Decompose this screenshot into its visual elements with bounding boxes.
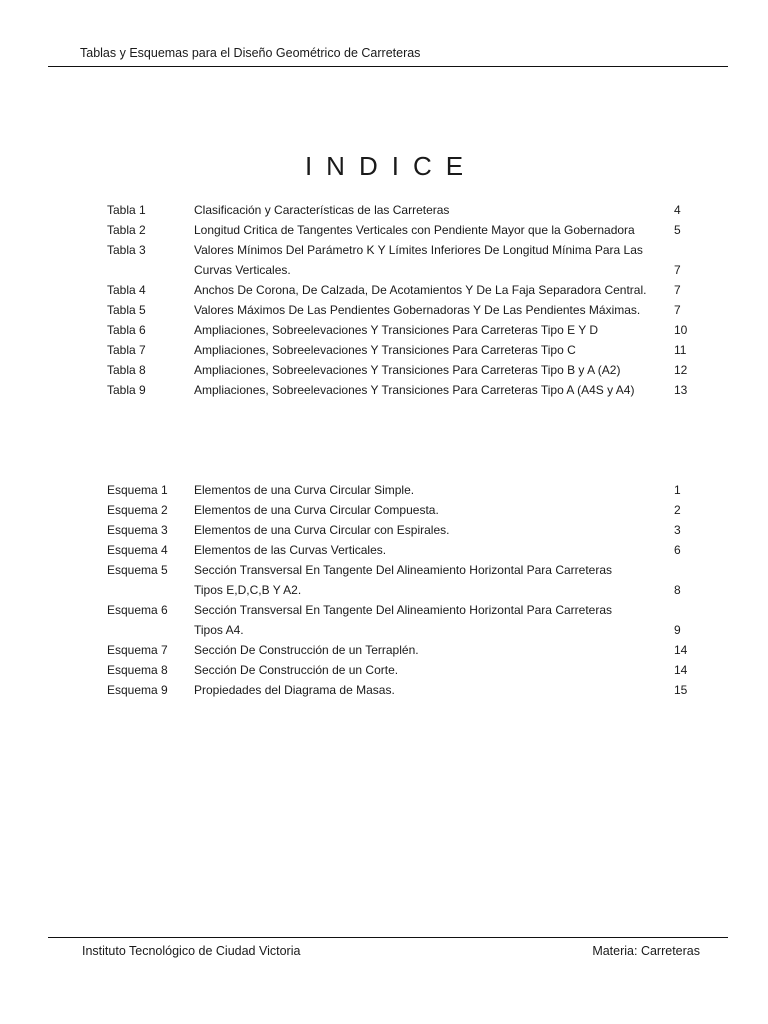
scheme-entry-description xyxy=(194,540,664,560)
scheme-entry-description xyxy=(194,560,664,600)
table-entry-description-line: Valores Mínimos Del Parámetro K Y Límites Inferiores De Longitud Mínima Para Las xyxy=(194,243,643,257)
scheme-entry xyxy=(0,600,768,640)
table-entry-description xyxy=(194,380,664,400)
table-entry xyxy=(0,280,768,300)
table-entry xyxy=(0,320,768,340)
scheme-entry-description-line: Elementos de las Curvas Verticales. xyxy=(194,543,387,557)
footer-institution: Instituto Tecnológico de Ciudad Victoria xyxy=(82,944,301,958)
table-entry-label: Tabla 6 xyxy=(107,323,146,337)
page-title: INDICE xyxy=(304,151,478,182)
table-entry-description-line: Ampliaciones, Sobreelevaciones Y Transiciones Para Carreteras Tipo A (A4S y A4) xyxy=(194,383,635,397)
scheme-entry-label: Esquema 9 xyxy=(107,683,168,697)
scheme-entry-description-line: Sección De Construcción de un Terraplén. xyxy=(194,643,419,657)
scheme-entry-label: Esquema 7 xyxy=(107,643,168,657)
table-entry xyxy=(0,380,768,400)
table-entry xyxy=(0,360,768,380)
table-entry-description-line: Clasificación y Características de las Carreteras xyxy=(194,203,450,217)
scheme-entry-description-line: Elementos de una Curva Circular Compuesta. xyxy=(194,503,439,517)
scheme-entry-page-number: 14 xyxy=(674,643,688,657)
scheme-entry xyxy=(0,660,768,680)
scheme-entry xyxy=(0,540,768,560)
scheme-entry-description-line: Tipos A4. xyxy=(194,623,244,637)
scheme-entry xyxy=(0,560,768,600)
table-entry-description-line: Valores Máximos De Las Pendientes Gobernadoras Y De Las Pendientes Máximas. xyxy=(194,303,641,317)
table-entry-label: Tabla 2 xyxy=(107,223,146,237)
table-entry-description xyxy=(194,240,664,280)
scheme-entry-description xyxy=(194,660,664,680)
footer-divider xyxy=(48,937,728,938)
scheme-entry-label: Esquema 8 xyxy=(107,663,168,677)
scheme-entry-label: Esquema 3 xyxy=(107,523,168,537)
scheme-entry xyxy=(0,500,768,520)
table-entry-label: Tabla 8 xyxy=(107,363,146,377)
scheme-entry-label: Esquema 2 xyxy=(107,503,168,517)
table-entry-description xyxy=(194,300,664,320)
scheme-entry-description-line: Tipos E,D,C,B Y A2. xyxy=(194,583,302,597)
scheme-entry-description xyxy=(194,520,664,540)
page-header: Tablas y Esquemas para el Diseño Geométrico de Carreteras xyxy=(80,46,421,60)
scheme-entry-page-number: 8 xyxy=(674,583,681,597)
table-entry xyxy=(0,340,768,360)
table-entry xyxy=(0,240,768,280)
scheme-entry-label: Esquema 1 xyxy=(107,483,168,497)
header-divider xyxy=(48,66,728,67)
scheme-entry-description-line: Elementos de una Curva Circular Simple. xyxy=(194,483,415,497)
scheme-entry-description xyxy=(194,680,664,700)
table-entry-description xyxy=(194,200,664,220)
table-entry-page-number: 7 xyxy=(674,263,681,277)
scheme-entry-page-number: 1 xyxy=(674,483,681,497)
scheme-entry-description-line: Sección Transversal En Tangente Del Alineamiento Horizontal Para Carreteras xyxy=(194,603,612,617)
table-entry xyxy=(0,300,768,320)
table-entry-description-line: Ampliaciones, Sobreelevaciones Y Transiciones Para Carreteras Tipo C xyxy=(194,343,576,357)
scheme-entry-label: Esquema 5 xyxy=(107,563,168,577)
scheme-entry-page-number: 6 xyxy=(674,543,681,557)
table-entry-description-line: Anchos De Corona, De Calzada, De Acotamientos Y De La Faja Separadora Central. xyxy=(194,283,647,297)
table-entry-description-line: Ampliaciones, Sobreelevaciones Y Transiciones Para Carreteras Tipo E Y D xyxy=(194,323,598,337)
table-entry-label: Tabla 3 xyxy=(107,243,146,257)
table-entry xyxy=(0,220,768,240)
table-entry-page-number: 12 xyxy=(674,363,688,377)
table-entry-description-line: Ampliaciones, Sobreelevaciones Y Transiciones Para Carreteras Tipo B y A (A2) xyxy=(194,363,621,377)
table-entry-page-number: 5 xyxy=(674,223,681,237)
table-entry-description-line: Longitud Critica de Tangentes Verticales con Pendiente Mayor que la Gobernadora xyxy=(194,223,635,237)
scheme-entry xyxy=(0,680,768,700)
scheme-entry-description-line: Sección De Construcción de un Corte. xyxy=(194,663,399,677)
table-entry xyxy=(0,200,768,220)
table-entry-page-number: 10 xyxy=(674,323,688,337)
scheme-entry-label: Esquema 4 xyxy=(107,543,168,557)
scheme-entry-description xyxy=(194,640,664,660)
table-entry-description xyxy=(194,220,664,240)
scheme-entry-description xyxy=(194,480,664,500)
scheme-entry-description xyxy=(194,500,664,520)
table-entry-description xyxy=(194,360,664,380)
table-entry-description xyxy=(194,280,664,300)
table-entry-label: Tabla 5 xyxy=(107,303,146,317)
table-entry-page-number: 7 xyxy=(674,303,681,317)
table-entry-label: Tabla 9 xyxy=(107,383,146,397)
scheme-entry-label: Esquema 6 xyxy=(107,603,168,617)
schemes-index xyxy=(0,480,768,700)
table-entry-page-number: 7 xyxy=(674,283,681,297)
scheme-entry-page-number: 15 xyxy=(674,683,688,697)
scheme-entry-description-line: Elementos de una Curva Circular con Espirales. xyxy=(194,523,450,537)
scheme-entry-page-number: 14 xyxy=(674,663,688,677)
scheme-entry-description-line: Sección Transversal En Tangente Del Alineamiento Horizontal Para Carreteras xyxy=(194,563,612,577)
scheme-entry xyxy=(0,640,768,660)
table-entry-page-number: 4 xyxy=(674,203,681,217)
footer-subject: Materia: Carreteras xyxy=(592,944,700,958)
scheme-entry-page-number: 9 xyxy=(674,623,681,637)
table-entry-label: Tabla 1 xyxy=(107,203,146,217)
tables-index xyxy=(0,200,768,400)
scheme-entry-description-line: Propiedades del Diagrama de Masas. xyxy=(194,683,395,697)
table-entry-page-number: 13 xyxy=(674,383,688,397)
scheme-entry-page-number: 3 xyxy=(674,523,681,537)
table-entry-description-line: Curvas Verticales. xyxy=(194,263,291,277)
table-entry-label: Tabla 7 xyxy=(107,343,146,357)
table-entry-page-number: 11 xyxy=(674,343,687,357)
scheme-entry xyxy=(0,480,768,500)
scheme-entry-description xyxy=(194,600,664,640)
table-entry-label: Tabla 4 xyxy=(107,283,146,297)
scheme-entry xyxy=(0,520,768,540)
table-entry-description xyxy=(194,320,664,340)
scheme-entry-page-number: 2 xyxy=(674,503,681,517)
table-entry-description xyxy=(194,340,664,360)
